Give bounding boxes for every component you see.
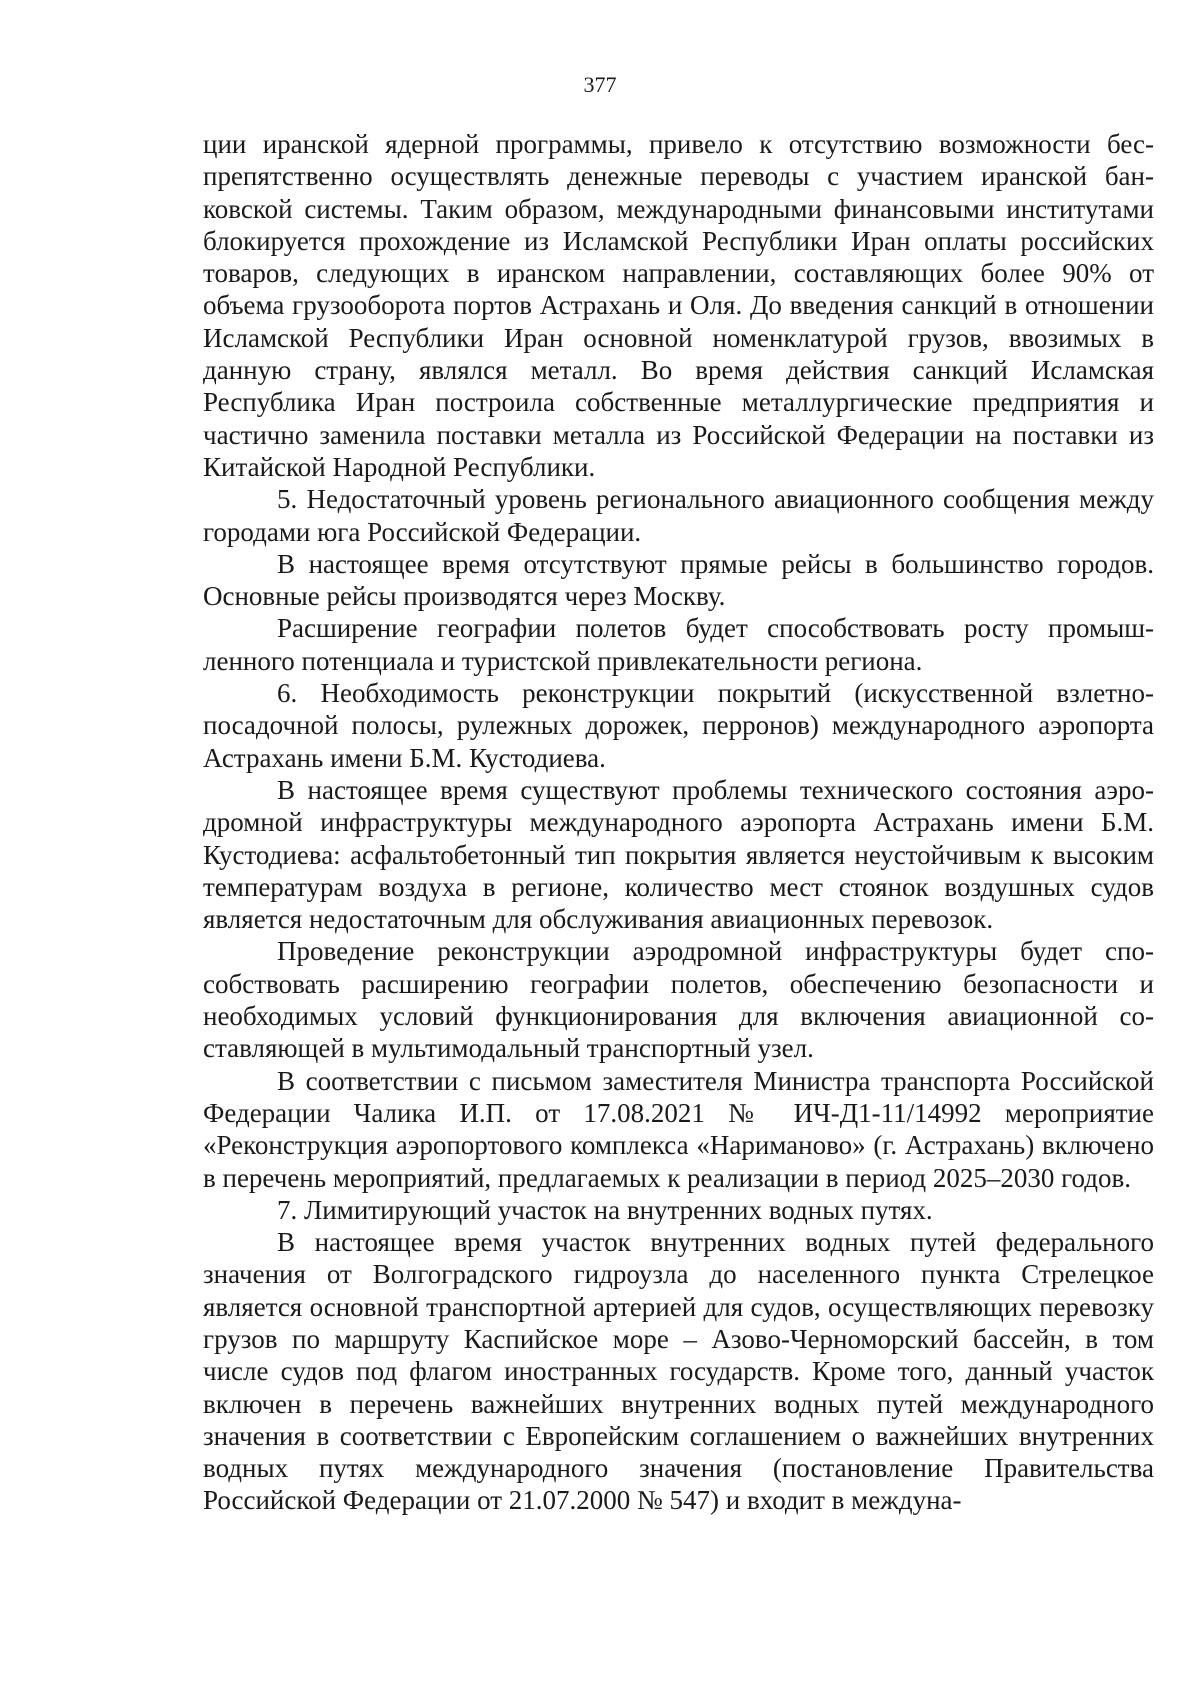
paragraph-item-7-heading: 7. Лимитирующий участок на внутренних водных путях. [277, 1194, 933, 1225]
paragraph-item-5-heading: 5. Недостаточный уровень регионального авиационного сообщения между городами юга Российской Федерации. [203, 484, 1154, 547]
paragraph-waterway-section: В настоящее время участок внутренних водных путей федерального значения от Волгоградского гидроузла до населенного пункта Стрелецкое является основной транспортной артерией для судов, осуществляющих перевозку грузов по маршруту Каспийское море – Азово-Черноморский бассейн, в том числе судов под флагом иностранных государств. Кроме того, данный участок включен в перечень важнейших внутренних водных путей международного значения в соответствии с Европейским соглашением о важнейших внутренних водных путях международного значения (постановление Правительства Российской Федерации от 21.07.2000 № 547) и входит в междуна- [203, 1227, 1154, 1516]
paragraph-aerodrome-problems: В настоящее время существуют проблемы технического состояния аэродромной инфраструктуры международного аэропорта Астрахань имени Б.М. Кустодиева: асфальтобетонный тип покрытия является неустойчивым к высоким температурам воздуха в регионе, количество мест стоянок воздушных судов является недостаточным для обслуживания авиационных перевозок. [203, 774, 1154, 935]
paragraph-flight-geography: Расширение географии полетов будет способствовать росту промышленного потенциала и туристской привлекательности региона. [203, 613, 1154, 676]
paragraph-item-6-heading: 6. Необходимость реконструкции покрытий (искусственной взлетно-посадочной полосы, рулежных дорожек, перронов) международного аэропорта Астрахань имени Б.М. Кустодиева. [203, 678, 1154, 773]
paragraph-iran-sanctions: ции иранской ядерной программы, привело к отсутствию возможности беспрепятственно осуществлять денежные переводы с участием иранской банковской системы. Таким образом, международными финансовыми институтами блокируется прохождение из Исламской Республики Иран оплаты российских товаров, следующих в иранском направлении, составляющих более 90% от объема грузооборота портов Астрахань и Оля. До введения санкций в отношении Исламской Республики Иран основной номенклатурой грузов, ввозимых в данную страну, являлся металл. Во время действия санкций Исламская Республика Иран построила собственные металлургические предприятия и частично заменила поставки металла из Российской Федерации на поставки из Китайской Народной Республики. [203, 129, 1154, 482]
page-number: 377 [583, 72, 617, 97]
document-body [203, 128, 1154, 1517]
paragraph-ministry-letter: В соответствии с письмом заместителя Министра транспорта Российской Федерации Чалика И.П. от 17.08.2021 № ИЧ-Д1-11/14992 мероприятие «Реконструкция аэропортового комплекса «Нариманово» (г. Астрахань) включено в перечень мероприятий, предлагаемых к реализации в период 2025–2030 годов. [203, 1065, 1154, 1193]
paragraph-reconstruction-benefits: Проведение реконструкции аэродромной инфраструктуры будет способствовать расширению географии полетов, обеспечению безопасности и необходимых условий функционирования для включения авиационной составляющей в мультимодальный транспортный узел. [203, 936, 1154, 1064]
paragraph-direct-flights: В настоящее время отсутствуют прямые рейсы в большинство городов. Основные рейсы производятся через Москву. [203, 548, 1154, 612]
